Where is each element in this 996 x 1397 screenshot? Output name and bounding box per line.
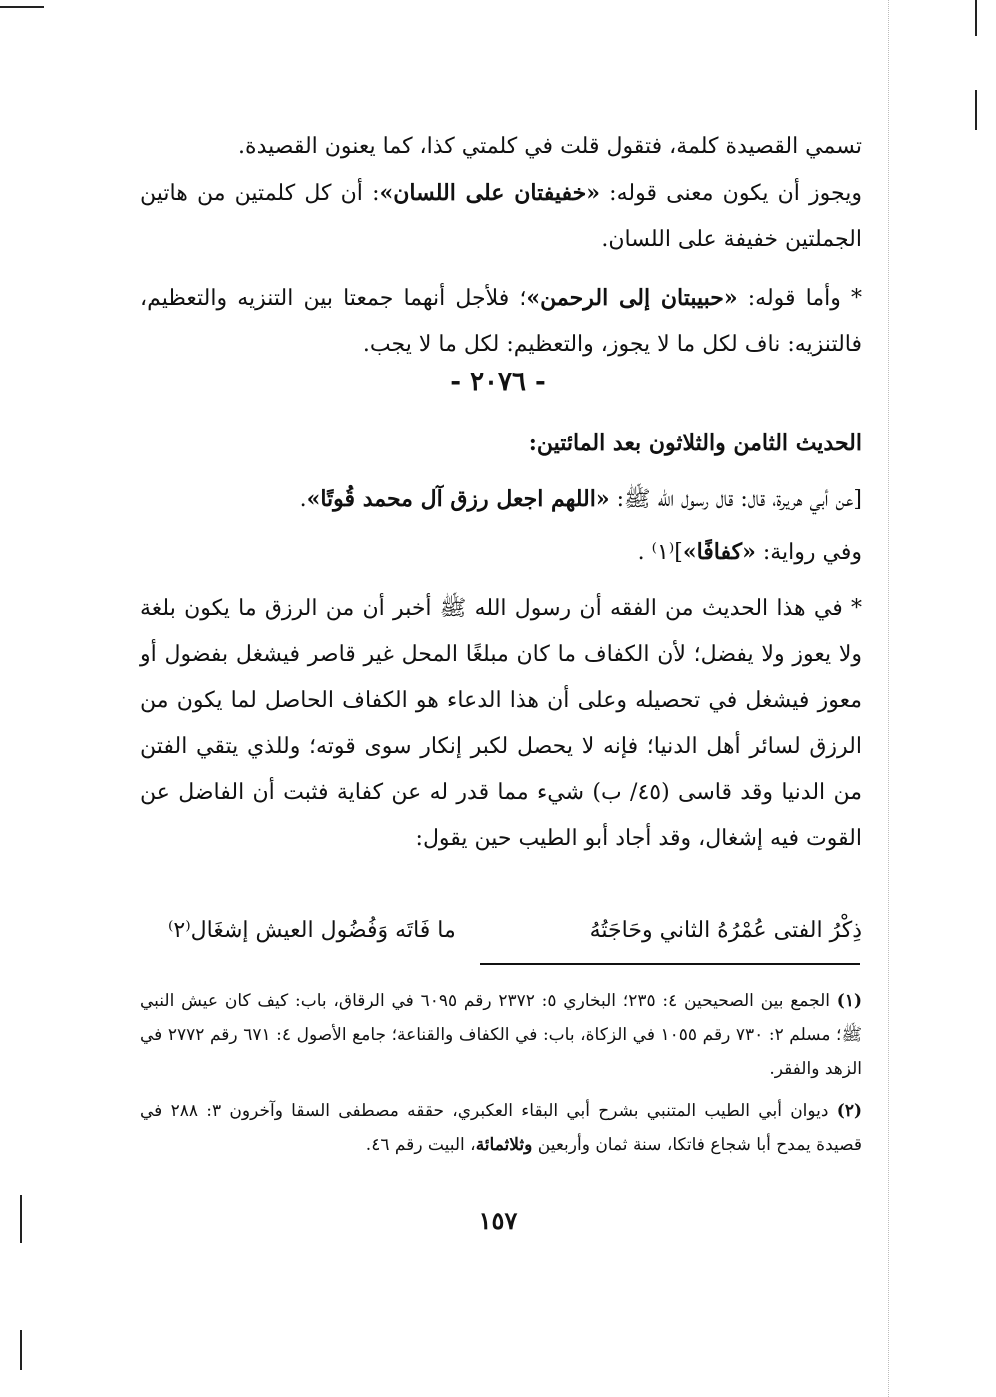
paragraph-3-post: ؛ فلأجل أنهما جمعتا بين التنزيه والتعظيم، فالتنزيه: ناف لكل ما لا يجوز، والتعظيم: لكل ما لا يجب. [140,286,862,357]
hadith-matn-post: . [299,487,307,512]
paragraph-2-pre: ويجوز أن يكون معنى قوله: [600,181,862,206]
verse-second-hemistich: ما فَاتَه وَفُضُول العيش إشغَال⁽٢⁾ [168,918,456,943]
hadith-heading: الحديث الثامن والثلاثون بعد المائتين: [528,430,862,456]
footnote-2-bold: وثلاثمائة [475,1135,533,1155]
hadith-matn [140,476,862,523]
footnote-1-marker: (١) [836,991,863,1011]
riwaya-quote: «كفافًا» [682,539,756,565]
paragraph-3-pre: * وأما قوله: [737,286,862,311]
paragraph-3-quote: «حبيبتان إلى الرحمن» [526,285,738,311]
footnote-2-text-post: ، البيت رقم ٤٦. [365,1135,476,1155]
riwaya-pre: وفي رواية: [755,540,862,565]
paragraph-2-post: : أن كل كلمتين من هاتين الجملتين خفيفة على اللسان. [140,181,862,252]
hadith-matn-quote: «اللهم اجعل رزق آل محمد قُوتًا» [306,486,610,512]
binding-dots [888,0,889,1397]
paragraph-2 [140,170,862,263]
paragraph-1: تسمي القصيدة كلمة، فتقول قلت في كلمتي كذا، كما يعنون القصيدة. [238,134,862,159]
paragraph-2-quote: «خفيفتان على اللسان» [379,180,600,206]
verse-first-hemistich: ذِكْرُ الفتى عُمْرُهُ الثاني وحَاجَتُهُ [589,918,862,943]
page-number: ١٥٧ [478,1206,518,1235]
footnote-1 [140,984,862,1086]
top-text [140,124,862,368]
footnote-separator [480,963,860,965]
hadith-number: - ٢٠٧٦ - [450,367,546,397]
hadith-matn-pre: [عن أبي هريرة، قال: قال رسول الله ﷺ: [609,487,862,512]
scan-mark-left-2 [20,1330,22,1370]
poetry-verse [140,908,862,958]
footnote-2 [140,1094,862,1162]
footnote-2-marker: (٢) [836,1101,862,1121]
scan-mark-right-top [975,0,977,36]
paragraph-3 [140,275,862,368]
footnote-2-text-pre: ديوان أبي الطيب المتنبي بشرح أبي البقاء العكبري، حققه مصطفى السقا وآخرون ٣: ٢٨٨ في قصيدة يمدح أبا شجاع فاتكا، سنة ثمان وأربعين [140,1101,862,1155]
hadith-text [140,420,862,862]
riwaya-line [140,529,862,576]
footnote-1-text: الجمع بين الصحيحين ٤: ٢٣٥؛ البخاري ٥: ٢٣٧٢ رقم ٦٠٩٥ في الرقاق، باب: كيف كان عيش النبي ﷺ؛ مسلم ٢: ٧٣٠ رقم ١٠٥٥ في الزكاة، باب: في الكفاف والقناعة؛ جامع الأصول ٤: ٦٧١ رقم ٢٧٧٢ في الزهد والفقر. [140,991,862,1079]
scan-mark-top-left [0,6,44,8]
scan-mark-right-mid [975,90,977,130]
riwaya-post: ]⁽١⁾ . [637,540,683,565]
commentary-paragraph: * في هذا الحديث من الفقه أن رسول الله ﷺ أخبر أن من الرزق ما يكون بلغة ولا يعوز ولا يفضل؛ لأن الكفاف ما كان مبلغًا المحل غير قاصر فيشغل بفضول أو معوز فيشغل في تحصيله وعلى أن هذا الدعاء هو الكفاف الحاصل لما يكون من الرزق لسائر أهل الدنيا؛ فإنه لا يحصل لكبر إنكار سوى قوته؛ وللذي يتقي الفتن من الدنيا وقد قاسى (٤٥/ ب) شيء مما قدر له عن كفاية فثبت أن الفاضل عن القوت فيه إشغال، وقد أجاد أبو الطيب حين يقول: [140,596,863,851]
